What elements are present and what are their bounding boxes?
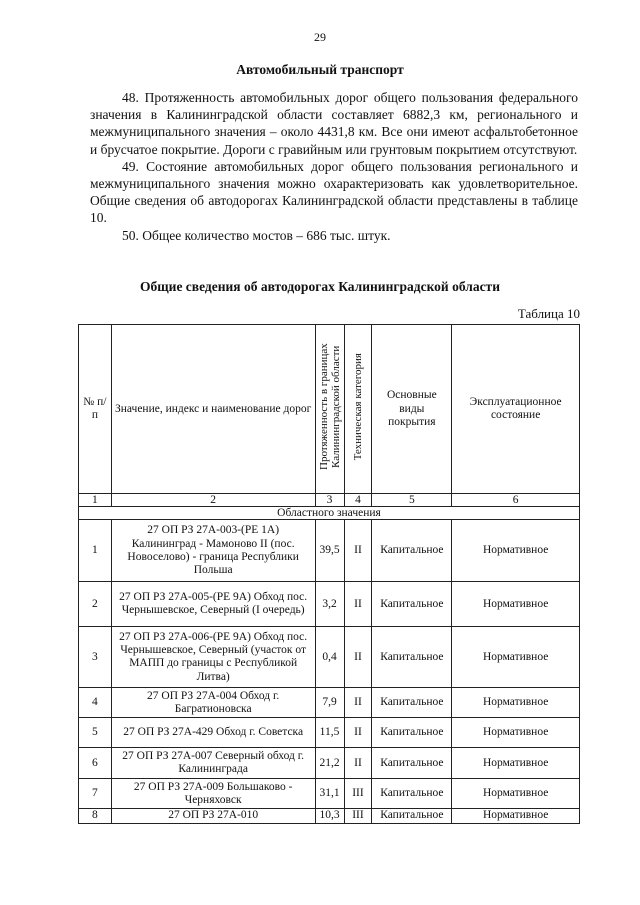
column-number: 5: [372, 494, 452, 507]
cell-surface: Капитальное: [372, 809, 452, 823]
cell-category: II: [344, 688, 372, 718]
cell-condition: Нормативное: [452, 809, 580, 823]
cell-num: 5: [79, 718, 112, 748]
cell-surface: Капитальное: [372, 688, 452, 718]
section-heading: Автомобильный транспорт: [236, 62, 404, 77]
header-category-text: Техническая категория: [351, 353, 364, 461]
cell-length: 11,5: [315, 718, 344, 748]
cell-name: 27 ОП РЗ 27А-010: [111, 809, 315, 823]
table-row: [79, 748, 580, 779]
column-number: 3: [315, 494, 344, 507]
cell-condition: Нормативное: [452, 718, 580, 748]
cell-name: 27 ОП РЗ 27А-009 Большаково - Черняховск: [111, 779, 315, 809]
body-text: [90, 89, 578, 244]
header-name: Значение, индекс и наименование дорог: [111, 325, 315, 494]
cell-length: 3,2: [315, 582, 344, 627]
cell-surface: Капитальное: [372, 582, 452, 627]
cell-surface: Капитальное: [372, 718, 452, 748]
cell-name: 27 ОП РЗ 27А-004 Обход г. Багратионовска: [111, 688, 315, 718]
table-row: [79, 809, 580, 823]
cell-num: 3: [79, 627, 112, 688]
cell-length: 0,4: [315, 627, 344, 688]
cell-category: III: [344, 779, 372, 809]
cell-name: 27 ОП РЗ 27А-006-(РЕ 9А) Обход пос. Чернышевское, Северный (участок от МАПП до границы с Республикой Литва): [111, 627, 315, 688]
header-condition: Эксплуатационное состояние: [452, 325, 580, 494]
cell-name: 27 ОП РЗ 27А-007 Северный обход г. Калининграда: [111, 748, 315, 779]
column-number: 4: [344, 494, 372, 507]
cell-length: 21,2: [315, 748, 344, 779]
column-number: 6: [452, 494, 580, 507]
cell-surface: Капитальное: [372, 520, 452, 582]
cell-category: II: [344, 520, 372, 582]
table-header-row: [79, 325, 580, 494]
table-row: [79, 718, 580, 748]
roads-table: [78, 324, 580, 824]
table-row: [79, 520, 580, 582]
paragraph-50: 50. Общее количество мостов – 686 тыс. штук.: [122, 227, 391, 243]
cell-num: 6: [79, 748, 112, 779]
section-label: Областного значения: [79, 507, 580, 520]
section-row: [79, 507, 580, 520]
cell-name: 27 ОП РЗ 27А-429 Обход г. Советска: [111, 718, 315, 748]
table-title: Общие сведения об автодорогах Калининградской области: [140, 279, 500, 294]
cell-category: III: [344, 809, 372, 823]
cell-name: 27 ОП РЗ 27А-005-(РЕ 9А) Обход пос. Чернышевское, Северный (I очередь): [111, 582, 315, 627]
header-surface: Основные виды покрытия: [372, 325, 452, 494]
header-num: № п/п: [79, 325, 112, 494]
page-number: 29: [314, 30, 326, 44]
cell-condition: Нормативное: [452, 520, 580, 582]
cell-surface: Капитальное: [372, 748, 452, 779]
cell-length: 39,5: [315, 520, 344, 582]
paragraph-49: 49. Состояние автомобильных дорог общего пользования регионального и межмуниципального значения можно охарактеризовать как удовлетворительное. Общие сведения об автодорогах Калининградской области представлены в таблице 10.: [90, 158, 578, 226]
column-number: 2: [111, 494, 315, 507]
table-label: Таблица 10: [517, 306, 580, 321]
cell-num: 8: [79, 809, 112, 823]
cell-condition: Нормативное: [452, 779, 580, 809]
cell-length: 10,3: [315, 809, 344, 823]
table-row: [79, 688, 580, 718]
cell-num: 2: [79, 582, 112, 627]
column-number-row: [79, 494, 580, 507]
cell-num: 4: [79, 688, 112, 718]
cell-condition: Нормативное: [452, 688, 580, 718]
cell-surface: Капитальное: [372, 627, 452, 688]
paragraph-48: 48. Протяженность автомобильных дорог общего пользования федерального значения в Калининградской области составляет 6882,3 км, регионального и межмуниципального значения – около 4431,8 км. Все они имеют асфальтобетонное и брусчатое покрытие. Дороги с гравийным или грунтовым покрытием отсутствуют.: [90, 90, 578, 157]
cell-name: 27 ОП РЗ 27А-003-(РЕ 1А) Калининград - Мамоново II (пос. Новоселово) - граница Республики Польша: [111, 520, 315, 582]
table-row: [79, 582, 580, 627]
header-category: [344, 325, 372, 494]
column-number: 1: [79, 494, 112, 507]
cell-num: 1: [79, 520, 112, 582]
cell-length: 31,1: [315, 779, 344, 809]
cell-num: 7: [79, 779, 112, 809]
cell-surface: Капитальное: [372, 779, 452, 809]
cell-category: II: [344, 748, 372, 779]
cell-condition: Нормативное: [452, 582, 580, 627]
cell-category: II: [344, 627, 372, 688]
table-row: [79, 627, 580, 688]
header-length: [315, 325, 344, 494]
cell-category: II: [344, 718, 372, 748]
table-row: [79, 779, 580, 809]
cell-category: II: [344, 582, 372, 627]
cell-length: 7,9: [315, 688, 344, 718]
cell-condition: Нормативное: [452, 748, 580, 779]
cell-condition: Нормативное: [452, 627, 580, 688]
header-length-text: Протяженность в границах Калининградской области: [317, 343, 342, 471]
